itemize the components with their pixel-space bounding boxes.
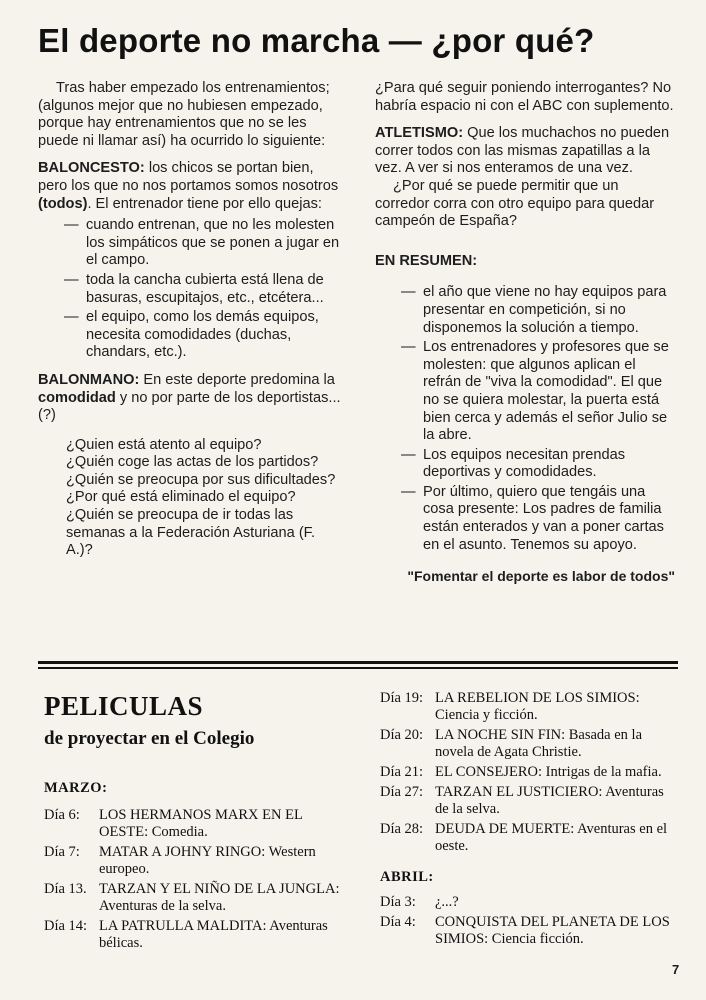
baloncesto-bold: (todos) xyxy=(38,195,88,212)
page-number: 7 xyxy=(672,962,680,977)
question-item: ¿Por qué está eliminado el equipo? xyxy=(66,489,296,506)
balonmano-label: BALONMANO: xyxy=(38,371,140,388)
film-text: LA REBELION DE LOS SIMIOS: Ciencia y ficción. xyxy=(435,690,640,723)
right-intro-paragraph: ¿Para qué seguir poniendo interrogantes? No habría espacio ni con el ABC con suplemento. xyxy=(375,80,674,114)
film-day: Día 20: xyxy=(380,727,424,743)
film-day: Día 7: xyxy=(44,844,80,860)
baloncesto-text-2: . El entrenador tiene por ello quejas: xyxy=(87,195,322,212)
month-heading-marzo: MARZO: xyxy=(44,780,108,796)
film-text: TARZAN Y EL NIÑO DE LA JUNGLA: Aventuras de la selva. xyxy=(99,881,340,914)
film-text: TARZAN EL JUSTICIERO: Aventuras de la selva. xyxy=(435,784,664,817)
film-entry xyxy=(380,727,680,761)
film-entry xyxy=(380,764,680,781)
list-item: — Los entrenadores y profesores que se molesten: que algunos aplican el refrán de "viva la comodidad". El que no se quiera molestar, la puerta está bien cerca y además el señor Julio se la abre. xyxy=(375,339,675,445)
section-divider-thick xyxy=(38,661,678,664)
article-title: El deporte no marcha — ¿por qué? xyxy=(38,22,595,59)
list-item: — cuando entrenan, que no les molesten los simpáticos que se ponen a jugar en el campo. xyxy=(38,217,343,270)
list-item: — el equipo, como los demás equipos, necesita comodidades (duchas, chandars, etc.). xyxy=(38,309,343,362)
film-entry xyxy=(44,918,344,952)
baloncesto-complaints-list xyxy=(38,217,343,362)
baloncesto-text-1: los chicos se portan bien, pero los que no nos portamos somos nosotros xyxy=(38,160,339,194)
film-entry xyxy=(380,894,680,911)
month-heading-abril: ABRIL: xyxy=(380,869,434,885)
question-item: ¿Quien está atento al equipo? xyxy=(66,436,262,453)
film-entry xyxy=(380,690,680,724)
balonmano-text-1: En este deporte predomina la xyxy=(139,371,335,388)
atletismo-label: ATLETISMO: xyxy=(375,125,464,142)
film-day: Día 3: xyxy=(380,894,416,910)
films-subtitle: de proyectar en el Colegio xyxy=(44,728,255,749)
film-entry xyxy=(380,914,680,948)
article-left-column xyxy=(38,80,343,560)
atletismo-question: ¿Por qué se puede permitir que un corredor corra con otro equipo para quedar campeón de España? xyxy=(375,177,655,230)
intro-paragraph: Tras haber empezado los entrenamientos; (algunos mejor que no hubiesen empezado, porque hay entrenamientos que no se les puede ni llamar así) ha ocurrido lo siguiente: xyxy=(38,80,330,149)
atletismo-text: Que los muchachos no pueden correr todos con las mismas zapatillas a la vez. A ver si nos enteramos de una vez. xyxy=(375,125,670,177)
film-day: Día 27: xyxy=(380,784,424,800)
list-item: — Los equipos necesitan prendas deportivas y comodidades. xyxy=(375,447,675,482)
question-item: ¿Quién se preocupa por sus dificultades? xyxy=(66,471,336,488)
films-right-column xyxy=(380,690,680,951)
baloncesto-label: BALONCESTO: xyxy=(38,160,145,177)
list-item: — el año que viene no hay equipos para presentar en competición, si no disponemos la solución a tiempo. xyxy=(375,284,675,337)
film-text: LOS HERMANOS MARX EN EL OESTE: Comedia. xyxy=(99,807,303,840)
balonmano-paragraph xyxy=(38,372,343,425)
film-day: Día 6: xyxy=(44,807,80,823)
film-day: Día 13. xyxy=(44,881,87,897)
film-text: EL CONSEJERO: Intrigas de la mafia. xyxy=(435,764,662,780)
film-text: ¿...? xyxy=(435,894,459,910)
atletismo-paragraph xyxy=(375,125,675,178)
balonmano-bold: comodidad xyxy=(38,389,116,406)
article-right-column xyxy=(375,80,675,586)
film-day: Día 14: xyxy=(44,918,88,934)
film-entry xyxy=(44,844,344,878)
film-text: DEUDA DE MUERTE: Aventuras en el oeste. xyxy=(435,821,668,854)
list-item: — toda la cancha cubierta está llena de basuras, escupitajos, etc., etcétera... xyxy=(38,272,343,307)
film-day: Día 19: xyxy=(380,690,424,706)
baloncesto-paragraph xyxy=(38,160,343,213)
film-entry xyxy=(380,821,680,855)
film-day: Día 21: xyxy=(380,764,424,780)
film-entry xyxy=(44,881,344,915)
question-item: ¿Quién coge las actas de los partidos? xyxy=(66,454,319,471)
films-left-column xyxy=(44,690,344,955)
questions-list xyxy=(66,437,343,560)
balonmano-text-2: y no por parte de los deportistas... (?) xyxy=(38,389,341,424)
film-day: Día 4: xyxy=(380,914,416,930)
section-divider-thin xyxy=(38,667,678,669)
question-item: ¿Quién se preocupa de ir todas las semanas a la Federación Asturiana (F. A.)? xyxy=(66,507,316,559)
film-text: LA NOCHE SIN FIN: Basada en la novela de Agata Christie. xyxy=(435,727,643,760)
closing-slogan: "Fomentar el deporte es labor de todos" xyxy=(407,568,675,585)
films-title: PELICULAS xyxy=(44,691,204,721)
film-entry xyxy=(44,807,344,841)
film-day: Día 28: xyxy=(380,821,424,837)
resumen-list xyxy=(375,284,675,554)
film-entry xyxy=(380,784,680,818)
film-text: CONQUISTA DEL PLANETA DE LOS SIMIOS: Ciencia ficción. xyxy=(435,914,670,947)
film-text: LA PATRULLA MALDITA: Aventuras bélicas. xyxy=(99,918,328,951)
resumen-label: EN RESUMEN: xyxy=(375,252,478,269)
list-item: — Por último, quiero que tengáis una cosa presente: Los padres de familia están enterados y van a poner cartas en el asunto. Tenemos su apoyo. xyxy=(375,484,675,554)
film-text: MATAR A JOHNY RINGO: Western europeo. xyxy=(99,844,316,877)
